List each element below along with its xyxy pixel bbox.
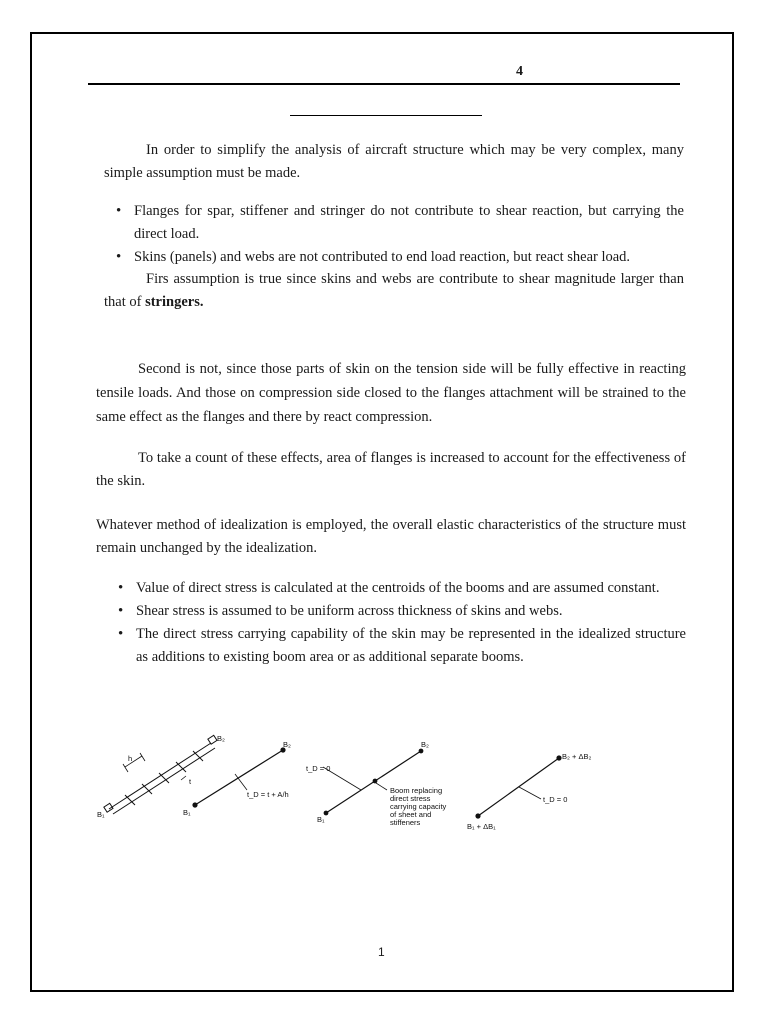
idealization-item-2: • Shear stress is assumed to be uniform across thickness of skins and webs.: [108, 600, 686, 623]
panel4-boom-b2: [556, 755, 561, 760]
figure-panel-skin-stiffeners: [97, 734, 225, 819]
panel1-boom-b2: [208, 735, 217, 744]
idealization-paragraph: Whatever method of idealization is employed, the overall elastic characteristics of the structure must remain unchanged by the idealization.: [96, 517, 686, 556]
idealization-item-1: • Value of direct stress is calculated at the centroids of the booms and are assumed constant.: [108, 577, 686, 600]
idealization-list: [108, 577, 686, 669]
panel3-replacement-boom: [373, 779, 378, 784]
header-rule: [88, 83, 680, 85]
label-t: t: [189, 777, 192, 786]
figure-panel-increased-thickness: [183, 740, 291, 817]
title-underline: [290, 115, 482, 116]
second-assumption-note: Second is not, since those parts of skin on the tension side will be fully effective in reacting tensile loads. And those on compression side closed to the flanges attachment will be strained to the same effect as the flanges and there by react compression.: [96, 361, 686, 425]
figure-panel-boom-replacement: [306, 740, 447, 827]
panel4-label-td: t_D = 0: [543, 795, 568, 804]
first-note-text: Firs assumption is true since skins and webs are contribute to shear magnitude larger than that of: [104, 271, 684, 310]
boom-idealization-figure: [95, 725, 635, 850]
figure-panel-augmented-booms: [467, 752, 591, 831]
panel3-note-line-2: direct stress: [390, 794, 431, 803]
panel3-leader-note: [376, 783, 387, 790]
panel3-note-line-1: Boom replacing: [390, 786, 443, 795]
panel3-note-line-3: carrying capacity: [390, 802, 447, 811]
panel1-label-b2: B₂: [217, 734, 225, 743]
panel3-label-b2: B₂: [421, 740, 429, 749]
panel2-boom-b1: [192, 802, 197, 807]
panel3-label-td: t_D = 0: [306, 764, 331, 773]
panel4-skin-line: [478, 758, 559, 816]
assumption-item-1: • Flanges for spar, stiffener and stringer do not contribute to shear reaction, but carrying the direct load.: [106, 200, 684, 246]
label-h: h: [128, 754, 133, 763]
panel4-label-b2: B₂ + ΔB₂: [562, 752, 592, 761]
assumption-list: [106, 200, 684, 269]
panel3-note-line-4: of sheet and: [390, 810, 432, 819]
panel4-label-b1: B₁ + ΔB₁: [467, 822, 496, 831]
panel2-label-b1: B₁: [183, 808, 191, 817]
panel1-label-b1: B₁: [97, 810, 105, 819]
first-note-bold: stringers.: [145, 294, 204, 310]
first-assumption-note: [104, 268, 684, 314]
panel3-note-line-5: stiffeners: [390, 818, 421, 827]
panel2-label-b2: B₂: [283, 740, 291, 749]
panel1-skin-line: [109, 743, 211, 809]
page-number: 1: [378, 945, 385, 959]
panel4-boom-b1: [475, 813, 480, 818]
intro-paragraph: In order to simplify the analysis of aircraft structure which may be very complex, many simple assumption must be made.: [104, 142, 684, 181]
thickness-tick: [181, 776, 186, 780]
assumption-item-2: • Skins (panels) and webs are not contributed to end load reaction, but react shear load.: [106, 246, 684, 269]
effects-paragraph: To take a count of these effects, area of flanges is increased to account for the effectiveness of the skin.: [96, 450, 686, 489]
panel2-label-td: t_D = t + A/h: [247, 790, 289, 799]
idealization-item-3: • The direct stress carrying capability of the skin may be represented in the idealized structure as additions to existing boom area or as additional separate booms.: [108, 623, 686, 669]
panel3-boom-b2: [419, 749, 424, 754]
panel4-leader: [519, 787, 541, 799]
panel3-label-b1: B₁: [317, 815, 325, 824]
chapter-number: 4: [516, 64, 523, 79]
